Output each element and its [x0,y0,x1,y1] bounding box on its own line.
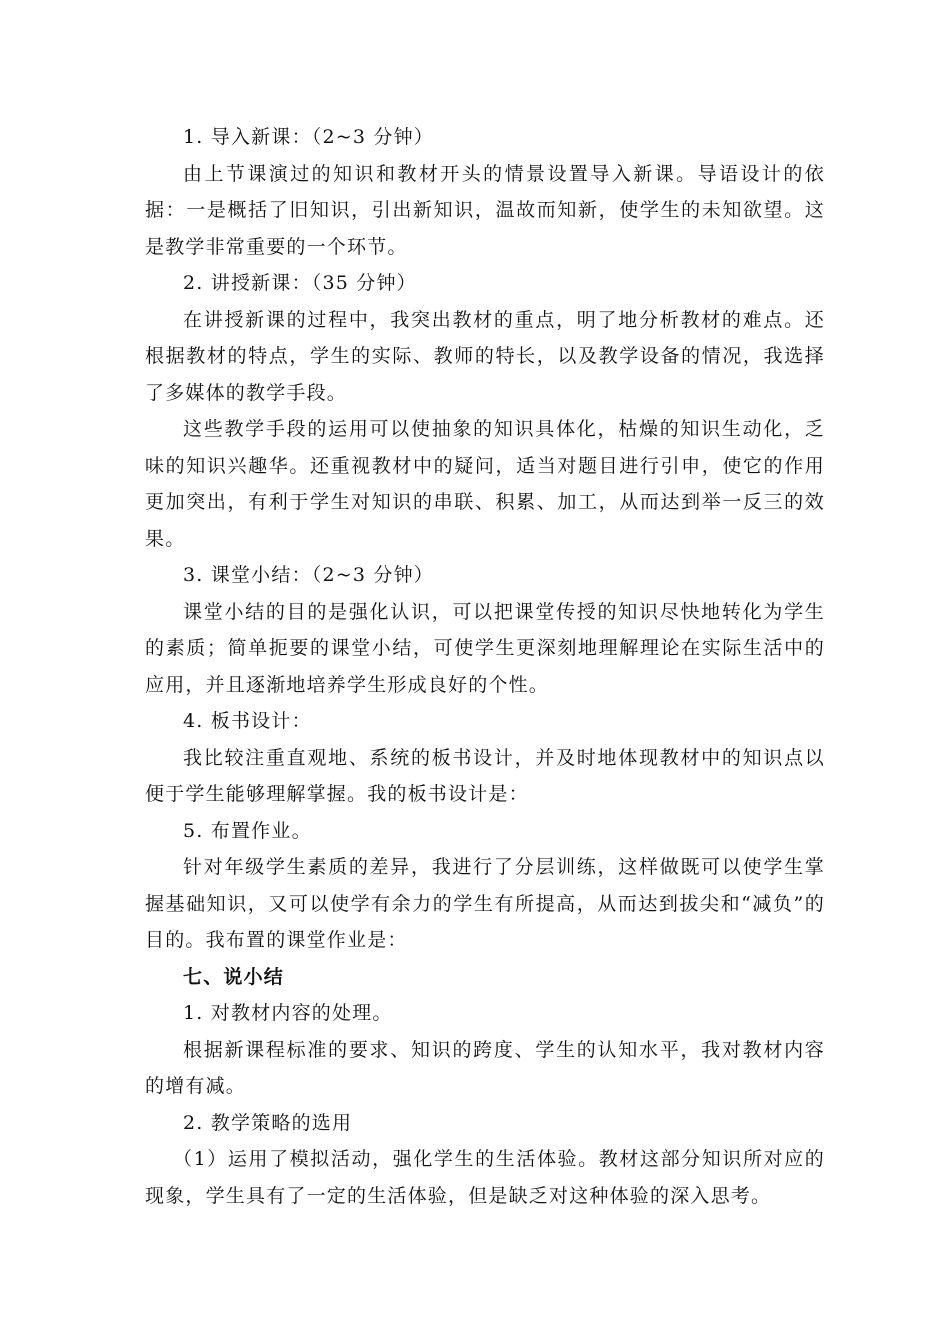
step-4-heading: 4. 板书设计： [183,710,312,732]
summary-2-paragraph: （1）运用了模拟活动，强化学生的生活体验。教材这部分知识所对应的现象，学生具有了一定的生活体验，但是缺乏对这种体验的深入思考。 [145,1148,825,1207]
step-3-heading: 3. 课堂小结：（2~3 分钟） [183,564,435,586]
step-2-paragraph-1: 在讲授新课的过程中，我突出教材的重点，明了地分析教材的难点。还根据教材的特点，学生的实际、教师的特长，以及教学设备的情况，我选择了多媒体的教学手段。 [145,308,825,404]
document-body [145,119,825,1214]
step-1-paragraph: 由上节课演过的知识和教材开头的情景设置导入新课。导语设计的依据：一是概括了旧知识，引出新知识，温故而知新，使学生的未知欲望。这是教学非常重要的一个环节。 [145,162,825,258]
section-7-heading: 七、说小结 [183,965,285,988]
step-4-paragraph: 我比较注重直观地、系统的板书设计，并及时地体现教材中的知识点以便于学生能够理解掌握。我的板书设计是： [145,746,825,805]
summary-1-paragraph: 根据新课程标准的要求、知识的跨度、学生的认知水平，我对教材内容的增有减。 [145,1038,825,1097]
summary-2-heading: 2. 教学策略的选用 [183,1111,353,1134]
step-1-heading: 1. 导入新课：（2~3 分钟） [183,126,435,148]
step-3-paragraph: 课堂小结的目的是强化认识，可以把课堂传授的知识尽快地转化为学生的素质；简单扼要的课堂小结，可使学生更深刻地理解理论在实际生活中的应用，并且逐渐地培养学生形成良好的个性。 [145,600,825,696]
step-5-paragraph: 针对年级学生素质的差异，我进行了分层训练，这样做既可以使学生掌握基础知识，又可以使学有余力的学生有所提高，从而达到拔尖和“减负”的目的。我布置的课堂作业是： [145,856,825,951]
summary-1-heading: 1. 对教材内容的处理。 [183,1002,393,1024]
step-5-heading: 5. 布置作业。 [183,819,312,842]
step-2-heading: 2. 讲授新课：（35 分钟） [183,272,417,294]
step-2-paragraph-2: 这些教学手段的运用可以使抽象的知识具体化，枯燥的知识生动化，乏味的知识兴趣华。还重视教材中的疑问，适当对题目进行引申，使它的作用更加突出，有利于学生对知识的串联、积累、加工，从而达到举一反三的效果。 [145,418,825,550]
